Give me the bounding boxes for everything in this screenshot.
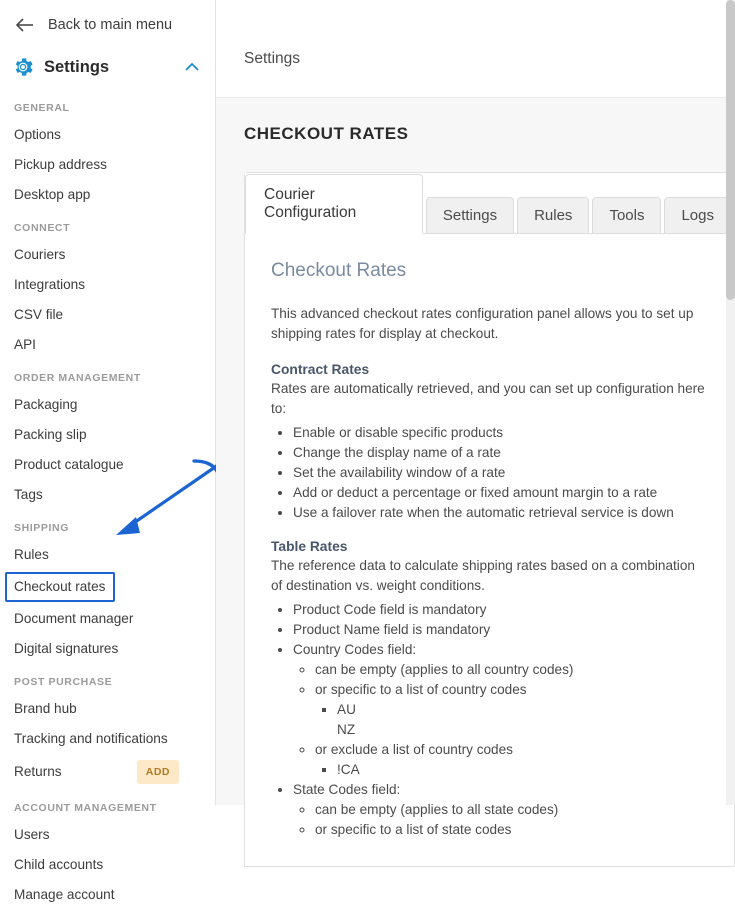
checkout-rates-card (244, 172, 735, 867)
sidebar-item-label: Integrations (14, 277, 86, 292)
sidebar-item-label: Desktop app (14, 187, 91, 202)
list-item: • Product Name field is mandatory (293, 620, 708, 640)
sidebar-item-label: Pickup address (14, 157, 107, 172)
sidebar-item-packaging[interactable] (0, 390, 215, 420)
list-item: • Change the display name of a rate (293, 443, 708, 463)
table-rates-heading: Table Rates (271, 539, 348, 554)
sidebar-item-label: Checkout rates (14, 579, 106, 594)
sidebar (0, 0, 216, 902)
sidebar-item-desktop-app[interactable] (0, 180, 215, 210)
list-item (293, 640, 708, 780)
sidebar-item-label: API (14, 337, 36, 352)
sidebar-item-label: Child accounts (14, 857, 104, 872)
sidebar-item-label: Brand hub (14, 701, 77, 716)
sidebar-section-general: GENERAL (14, 102, 70, 114)
sidebar-item-label: Couriers (14, 247, 66, 262)
back-to-main-menu-button[interactable] (0, 0, 215, 46)
chevron-up-icon[interactable] (183, 58, 201, 76)
sidebar-item-tracking-and-notifications[interactable] (0, 724, 215, 754)
sidebar-section-post-purchase: POST PURCHASE (14, 676, 113, 688)
sidebar-section-account-management: ACCOUNT MANAGEMENT (14, 802, 157, 814)
arrow-left-icon (14, 14, 36, 36)
country-codes-label: Country Codes field: (293, 642, 417, 657)
gear-icon (12, 56, 34, 78)
tab-logs[interactable]: Logs (664, 197, 731, 234)
scrollbar-thumb[interactable] (726, 0, 735, 300)
sidebar-section-connect: CONNECT (14, 222, 71, 234)
list-item: • Use a failover rate when the automatic retrieval service is down (293, 503, 708, 523)
country-codes-specific-label: or specific to a list of country codes (315, 682, 527, 697)
sidebar-item-label: Manage account (14, 887, 115, 902)
back-to-main-menu-label: Back to main menu (48, 17, 173, 33)
sidebar-item-checkout-rates[interactable] (5, 572, 115, 602)
sidebar-item-child-accounts[interactable] (0, 850, 215, 880)
content-intro: This advanced checkout rates configuration panel allows you to set up shipping rates for display at checkout. (271, 306, 694, 341)
country-codes-sublist (293, 660, 708, 780)
state-codes-sublist (293, 800, 708, 840)
sidebar-item-label: Tracking and notifications (14, 731, 168, 746)
main-header (216, 0, 735, 98)
list-item: • Set the availability window of a rate (293, 463, 708, 483)
sidebar-item-label: Packaging (14, 397, 78, 412)
sidebar-section-shipping: SHIPPING (14, 522, 69, 534)
list-item (293, 780, 708, 840)
sidebar-item-digital-signatures[interactable] (0, 634, 215, 664)
country-codes-values (315, 700, 708, 740)
sidebar-item-integrations[interactable] (0, 270, 215, 300)
contract-rates-heading: Contract Rates (271, 362, 370, 377)
country-codes-exclude-values (315, 760, 708, 780)
returns-add-badge[interactable]: ADD (137, 760, 179, 784)
list-item: • Enable or disable specific products (293, 423, 708, 443)
list-item: • Add or deduct a percentage or fixed amount margin to a rate (293, 483, 708, 503)
contract-rates-intro: Rates are automatically retrieved, and you can set up configuration here to: (271, 381, 705, 416)
list-item: NZ (337, 722, 356, 737)
sidebar-item-brand-hub[interactable] (0, 694, 215, 724)
list-item: ▪ AU (337, 700, 708, 720)
sidebar-item-couriers[interactable] (0, 240, 215, 270)
sidebar-item-manage-account[interactable] (0, 880, 215, 910)
sidebar-item-label: CSV file (14, 307, 64, 322)
list-item: ◦ can be empty (applies to all state codes) (315, 800, 708, 820)
sidebar-item-label: Digital signatures (14, 641, 119, 656)
sidebar-item-label: Packing slip (14, 427, 87, 442)
tab-rules[interactable]: Rules (517, 197, 589, 234)
main-panel (216, 0, 735, 837)
sidebar-item-users[interactable] (0, 820, 215, 850)
sidebar-item-rules[interactable] (0, 540, 215, 570)
tab-courier-configuration[interactable]: Courier Configuration (245, 174, 423, 234)
sidebar-item-packing-slip[interactable] (0, 420, 215, 450)
sidebar-item-label: Tags (14, 487, 43, 502)
list-item: ▪ !CA (337, 760, 708, 780)
sidebar-item-label: Returns (14, 764, 62, 779)
page-title: CHECKOUT RATES (244, 124, 409, 143)
country-codes-exclude-label: or exclude a list of country codes (315, 742, 513, 757)
sidebar-item-document-manager[interactable] (0, 604, 215, 634)
sidebar-settings-label: Settings (44, 57, 110, 76)
table-rates-intro: The reference data to calculate shipping rates based on a combination of destination vs. weight conditions. (271, 558, 695, 593)
sidebar-item-csv-file[interactable] (0, 300, 215, 330)
list-item: • Product Code field is mandatory (293, 600, 708, 620)
sidebar-section-order-management: ORDER MANAGEMENT (14, 372, 141, 384)
sidebar-item-label: Product catalogue (14, 457, 124, 472)
contract-rates-list (271, 423, 708, 523)
list-item (315, 740, 708, 780)
list-item: ◦ can be empty (applies to all country codes) (315, 660, 708, 680)
sidebar-item-label: Document manager (14, 611, 134, 626)
sidebar-item-api[interactable] (0, 330, 215, 360)
tab-bar (245, 173, 734, 234)
sidebar-item-label: Users (14, 827, 50, 842)
table-rates-list (271, 600, 708, 840)
sidebar-item-product-catalogue[interactable] (0, 450, 215, 480)
tab-tools[interactable]: Tools (592, 197, 661, 234)
sidebar-item-tags[interactable] (0, 480, 215, 510)
breadcrumb: Settings (244, 50, 301, 67)
sidebar-item-label: Options (14, 127, 61, 142)
sidebar-item-label: Rules (14, 547, 49, 562)
card-body (245, 234, 734, 866)
tab-settings[interactable]: Settings (426, 197, 514, 234)
vertical-scrollbar[interactable] (726, 0, 735, 805)
list-item: ◦ or specific to a list of state codes (315, 820, 708, 840)
sidebar-item-pickup-address[interactable] (0, 150, 215, 180)
content-heading: Checkout Rates (271, 260, 407, 281)
sidebar-item-returns[interactable] (0, 754, 215, 790)
sidebar-settings-header[interactable] (0, 46, 215, 90)
list-item (315, 680, 708, 740)
sidebar-item-options[interactable] (0, 120, 215, 150)
state-codes-label: State Codes field: (293, 782, 401, 797)
